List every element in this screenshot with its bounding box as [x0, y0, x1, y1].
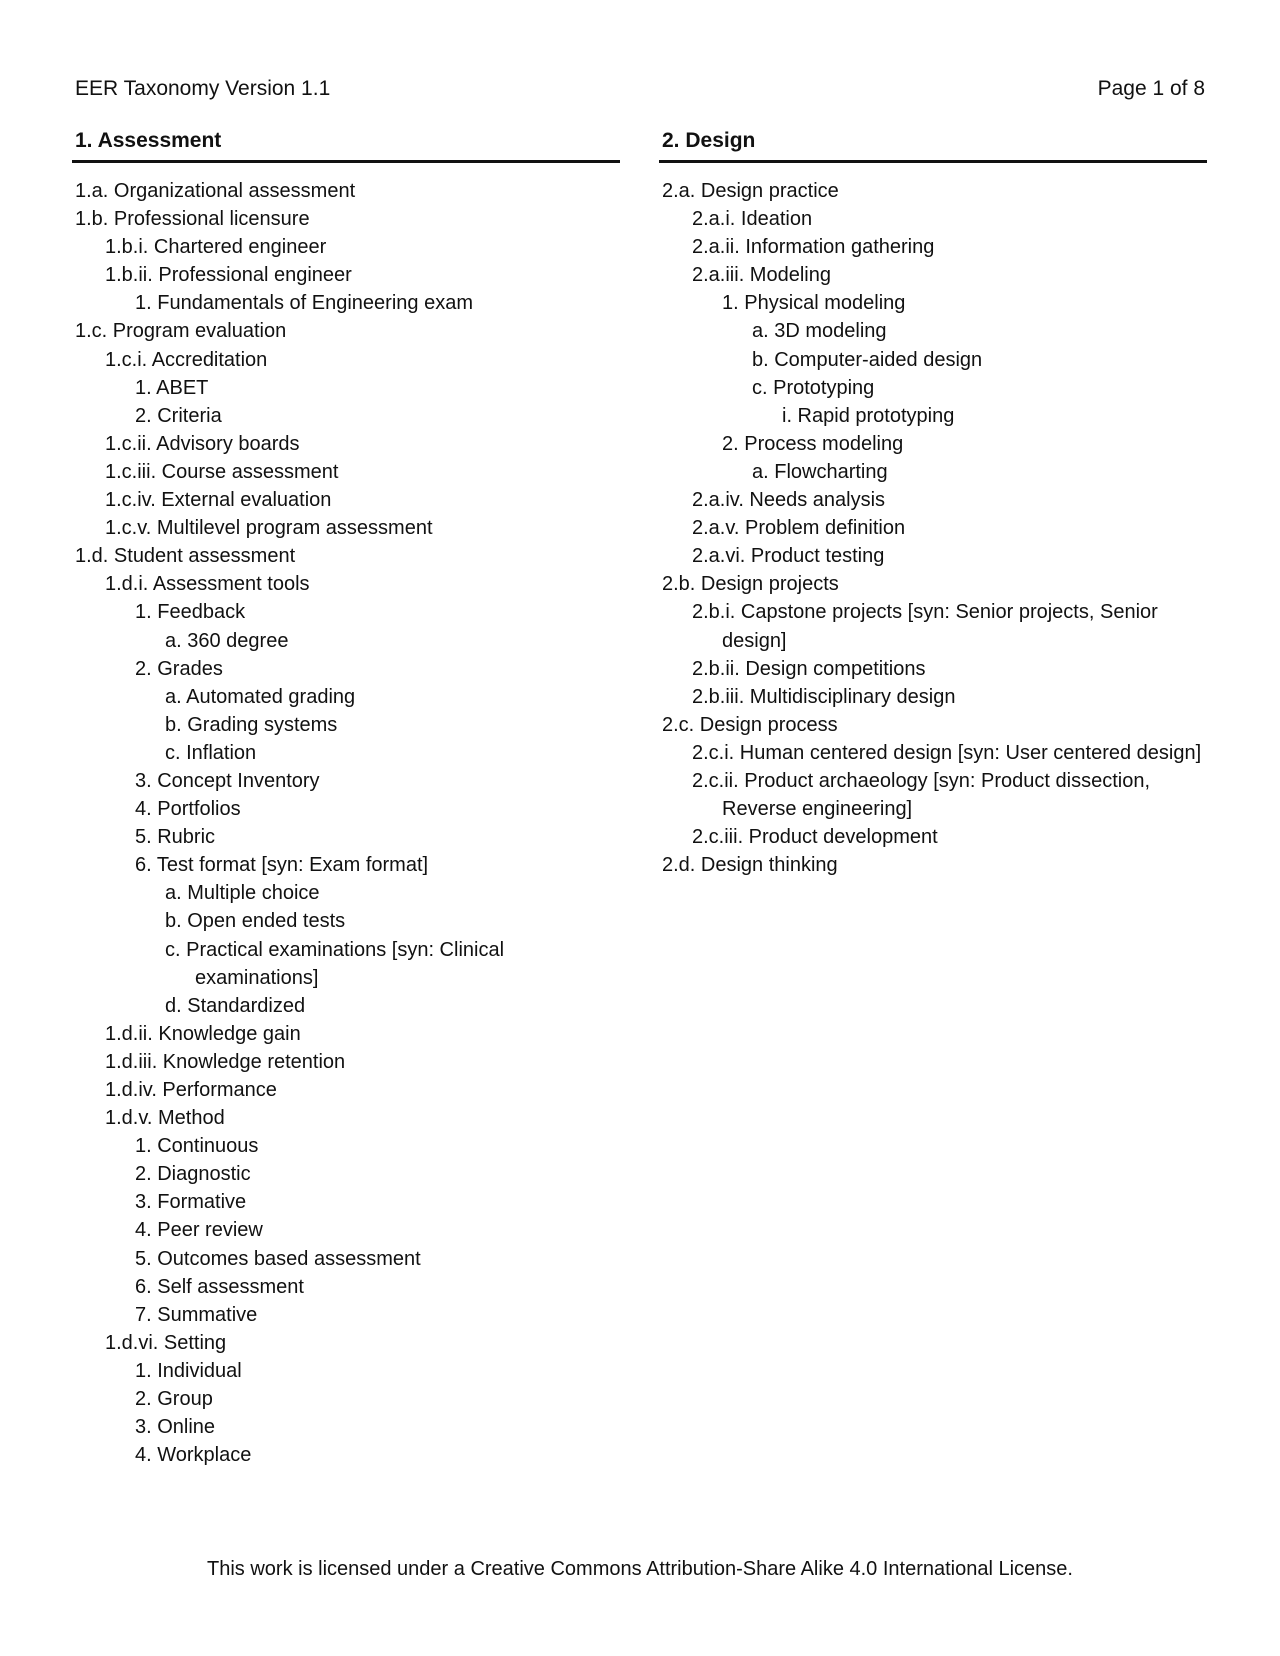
taxonomy-item: 1. Fundamentals of Engineering exam: [135, 292, 473, 315]
section-heading-design: 2. Design: [659, 128, 1207, 163]
taxonomy-item: 2. Criteria: [135, 404, 222, 427]
taxonomy-item: b. Computer-aided design: [752, 348, 983, 371]
taxonomy-item: 3. Online: [135, 1416, 216, 1439]
taxonomy-item: 1.d.iii. Knowledge retention: [105, 1050, 346, 1073]
taxonomy-item: 2.a.iii. Modeling: [692, 264, 831, 287]
taxonomy-item: 2.c. Design process: [662, 713, 838, 736]
taxonomy-item: a. 360 degree: [165, 629, 289, 652]
taxonomy-item: 2.a.ii. Information gathering: [692, 236, 935, 259]
taxonomy-item: b. Grading systems: [165, 713, 338, 736]
taxonomy-item: c. Practical examinations [syn: Clinical examinations]: [165, 938, 505, 989]
taxonomy-item: 1.c. Program evaluation: [75, 320, 287, 343]
taxonomy-item: c. Inflation: [165, 741, 257, 764]
taxonomy-item: 5. Rubric: [135, 826, 216, 849]
taxonomy-item: 1.d.ii. Knowledge gain: [105, 1022, 301, 1045]
taxonomy-item: 2.a.v. Problem definition: [692, 517, 906, 540]
taxonomy-item: 1.d. Student assessment: [75, 545, 296, 568]
taxonomy-item: 6. Self assessment: [135, 1275, 304, 1298]
taxonomy-item: 2.a. Design practice: [662, 180, 839, 202]
taxonomy-item: d. Standardized: [165, 994, 306, 1017]
taxonomy-item: c. Prototyping: [752, 376, 875, 399]
taxonomy-item: 6. Test format [syn: Exam format]: [135, 854, 429, 877]
taxonomy-item: 1.c.v. Multilevel program assessment: [105, 517, 433, 540]
taxonomy-item: 1. Physical modeling: [722, 292, 906, 315]
taxonomy-item: 1.a. Organizational assessment: [75, 180, 356, 202]
taxonomy-item: 2.c.ii. Product archaeology [syn: Product dissection, Reverse engineering]: [692, 769, 1151, 821]
document-title: EER Taxonomy Version 1.1: [75, 77, 331, 100]
column-assessment: [72, 128, 620, 1469]
taxonomy-item: 4. Workplace: [135, 1444, 252, 1467]
taxonomy-item: 2.b.i. Capstone projects [syn: Senior projects, Senior design]: [692, 601, 1158, 652]
taxonomy-item: 3. Concept Inventory: [135, 769, 320, 792]
taxonomy-item: 2.d. Design thinking: [662, 854, 838, 877]
page-number: Page 1 of 8: [1097, 77, 1205, 100]
taxonomy-item: 2. Grades: [135, 657, 223, 680]
taxonomy-item: 1.c.ii. Advisory boards: [105, 432, 300, 455]
section-heading-assessment: 1. Assessment: [72, 128, 620, 163]
taxonomy-item: a. Multiple choice: [165, 882, 320, 905]
taxonomy-item: a. Flowcharting: [752, 460, 888, 483]
taxonomy-item: 2. Process modeling: [722, 432, 904, 455]
taxonomy-item: 1. Individual: [135, 1359, 242, 1382]
taxonomy-item: 1.c.i. Accreditation: [105, 348, 268, 371]
taxonomy-list-design: [659, 177, 1207, 879]
taxonomy-item: i. Rapid prototyping: [782, 404, 955, 427]
taxonomy-item: 2.c.i. Human centered design [syn: User centered design]: [692, 741, 1202, 764]
column-design: [659, 128, 1207, 879]
taxonomy-item: 2.b. Design projects: [662, 573, 839, 596]
taxonomy-item: 1.d.i. Assessment tools: [105, 573, 310, 596]
taxonomy-item: 1.b.ii. Professional engineer: [105, 264, 352, 287]
taxonomy-item: 1.b. Professional licensure: [75, 208, 310, 231]
taxonomy-item: a. 3D modeling: [752, 320, 887, 343]
taxonomy-item: 1.d.v. Method: [105, 1107, 225, 1130]
taxonomy-item: a. Automated grading: [165, 685, 356, 708]
taxonomy-item: 2.a.iv. Needs analysis: [692, 489, 886, 512]
taxonomy-item: 1. Continuous: [135, 1135, 259, 1158]
taxonomy-item: 4. Portfolios: [135, 798, 241, 821]
taxonomy-item: 2.b.iii. Multidisciplinary design: [692, 685, 956, 708]
taxonomy-item: 1.c.iv. External evaluation: [105, 489, 332, 512]
taxonomy-item: 1.d.iv. Performance: [105, 1079, 277, 1101]
license-footer: This work is licensed under a Creative Commons Attribution-Share Alike 4.0 International License.: [207, 1558, 1073, 1580]
taxonomy-item: 2.b.ii. Design competitions: [692, 657, 926, 680]
taxonomy-item: 3. Formative: [135, 1191, 247, 1214]
taxonomy-list-assessment: [72, 177, 620, 1469]
taxonomy-item: 1.b.i. Chartered engineer: [105, 236, 327, 259]
taxonomy-item: 1.c.iii. Course assessment: [105, 460, 339, 483]
taxonomy-item: 1.d.vi. Setting: [105, 1331, 227, 1354]
taxonomy-item: 2.a.i. Ideation: [692, 208, 813, 231]
taxonomy-item: 1. Feedback: [135, 601, 246, 624]
taxonomy-item: 4. Peer review: [135, 1219, 263, 1242]
taxonomy-item: 2. Diagnostic: [135, 1163, 251, 1186]
taxonomy-item: 2. Group: [135, 1388, 213, 1411]
taxonomy-item: 7. Summative: [135, 1303, 258, 1326]
taxonomy-item: 2.a.vi. Product testing: [692, 545, 885, 568]
taxonomy-item: 1. ABET: [135, 376, 209, 399]
taxonomy-item: 5. Outcomes based assessment: [135, 1247, 421, 1270]
taxonomy-item: b. Open ended tests: [165, 910, 346, 933]
taxonomy-item: 2.c.iii. Product development: [692, 826, 938, 849]
